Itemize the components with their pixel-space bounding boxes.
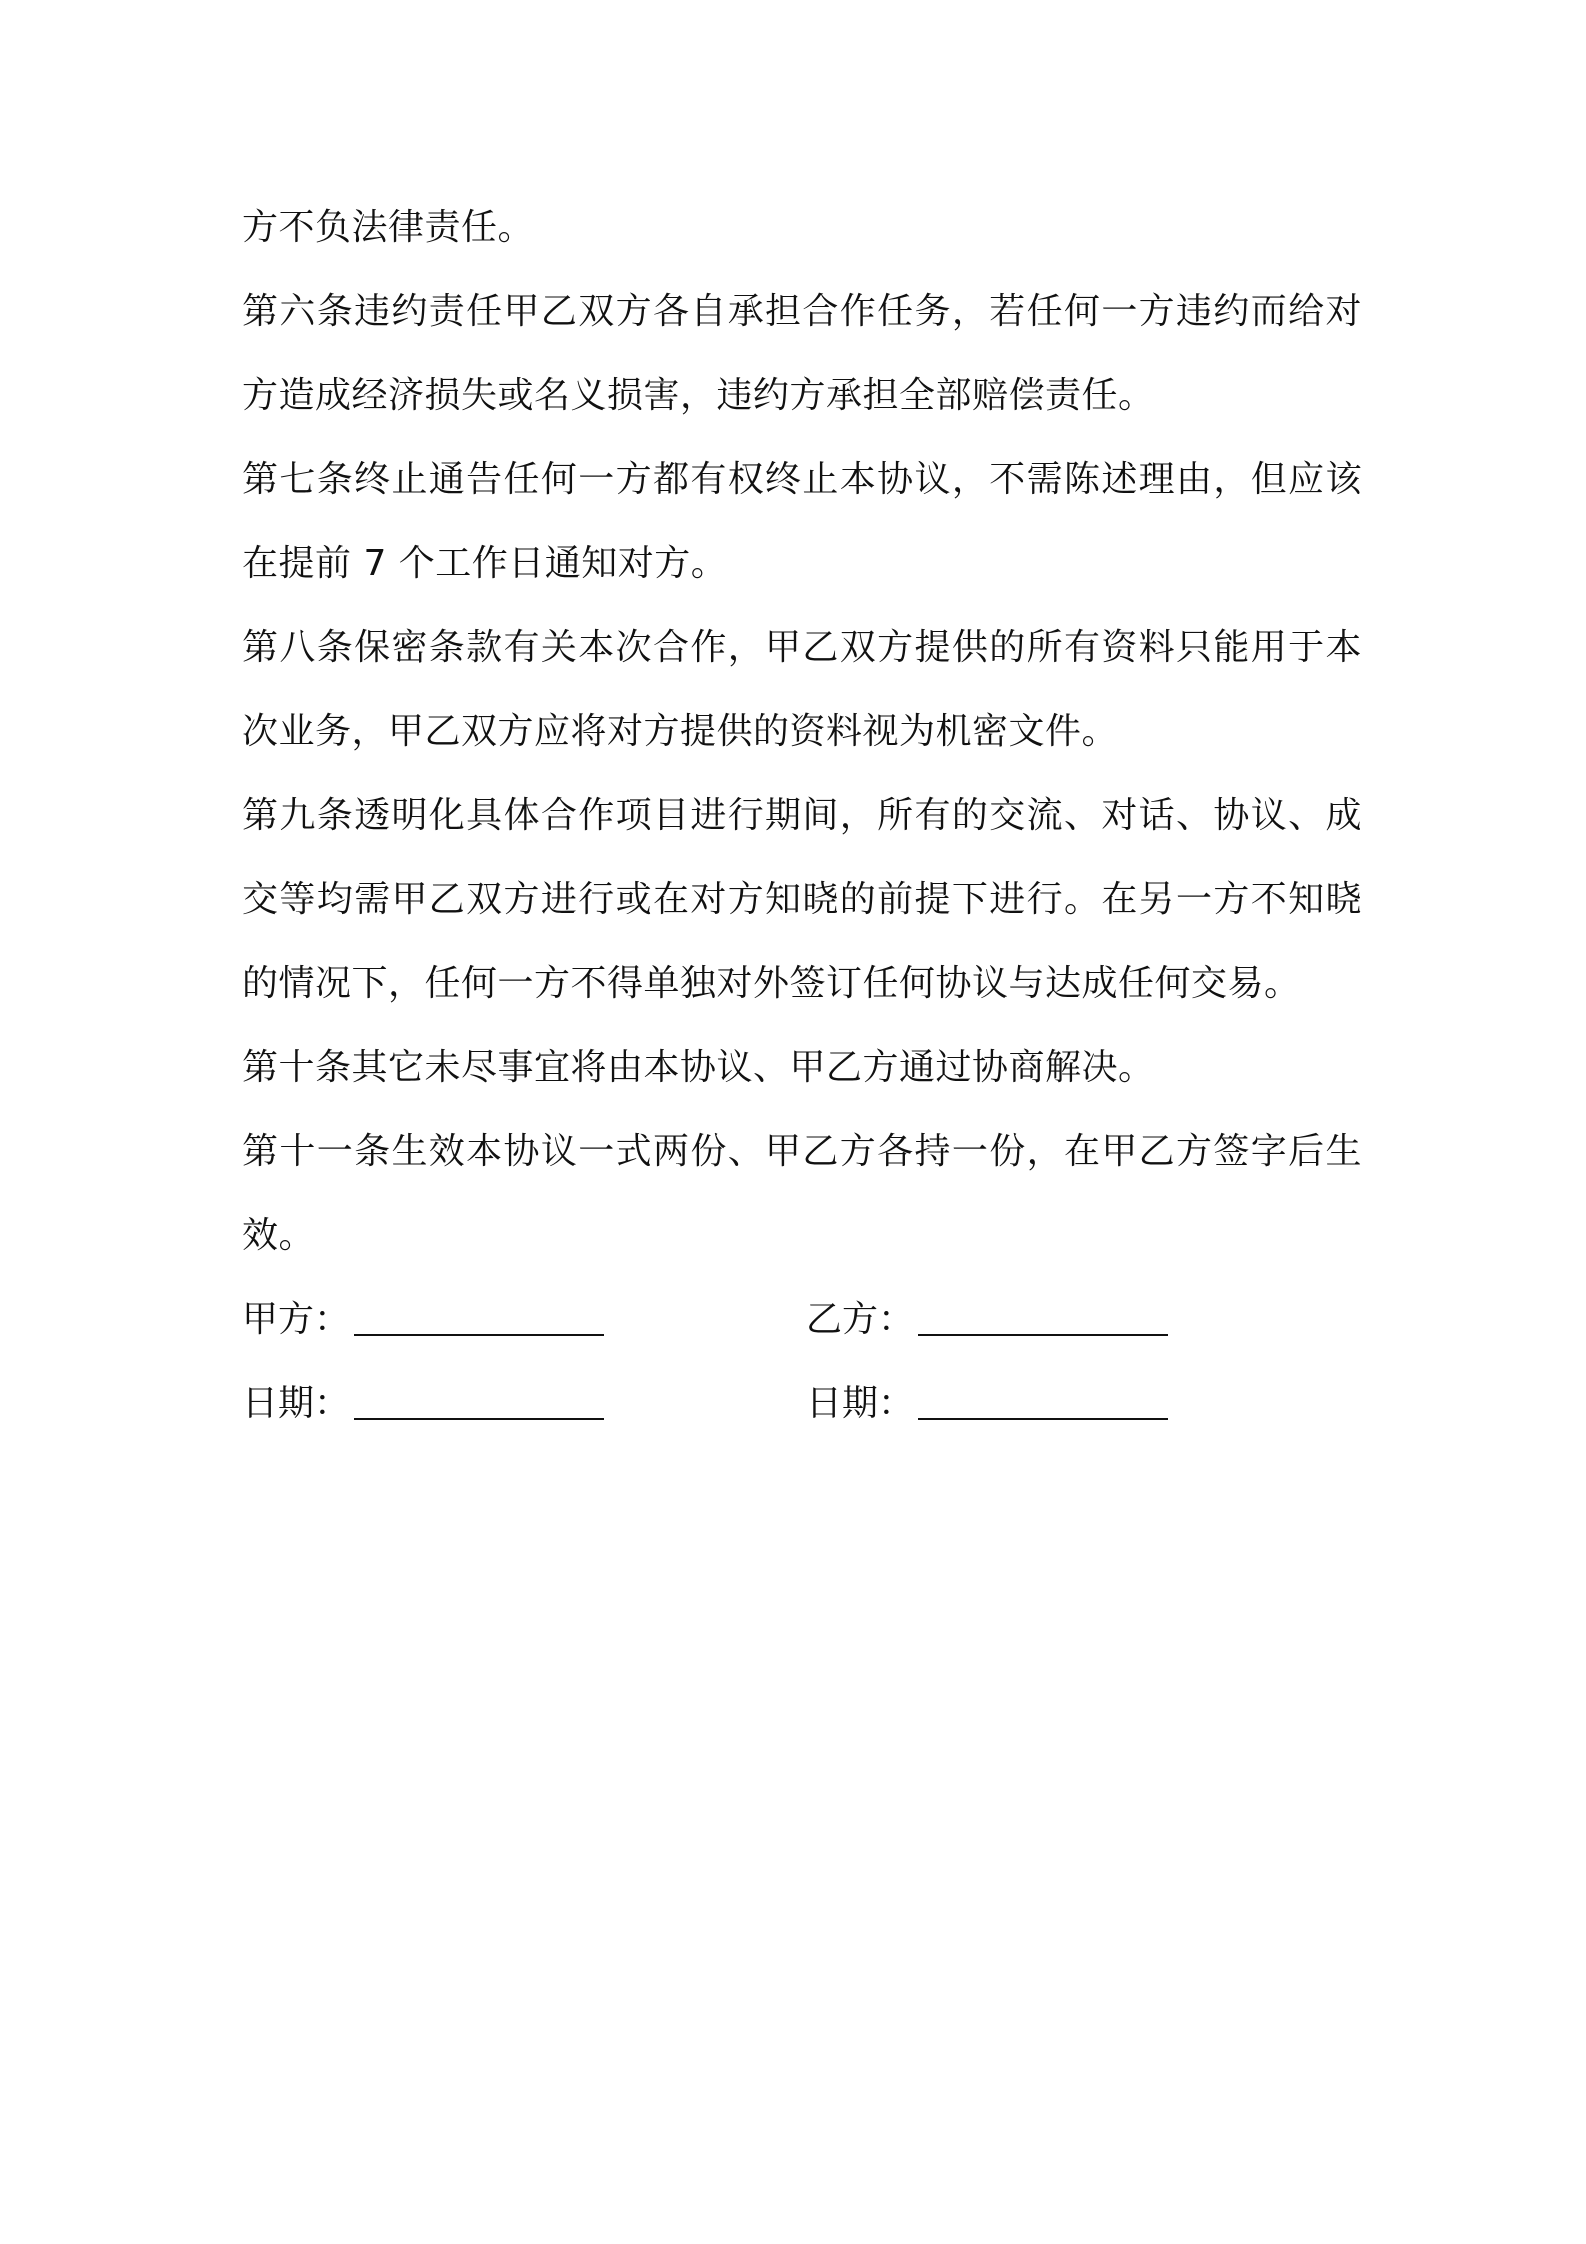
text-line: 在提前 7 个工作日通知对方。: [242, 543, 728, 584]
party-b-signature-blank: [918, 1290, 1168, 1336]
text-line: 第七条终止通告任何一方都有权终止本协议，不需陈述理由，但应该: [242, 459, 1362, 500]
party-a-signature-blank: [354, 1290, 604, 1336]
party-a-date-blank: [354, 1374, 604, 1420]
text-line: 第十条其它未尽事宜将由本协议、甲乙方通过协商解决。: [242, 1047, 1155, 1088]
text-line: 第九条透明化具体合作项目进行期间，所有的交流、对话、协议、成: [242, 795, 1362, 836]
text-line: 第十一条生效本协议一式两份、甲乙方各持一份，在甲乙方签字后生: [242, 1131, 1362, 1172]
text-line: 的情况下，任何一方不得单独对外签订任何协议与达成任何交易。: [242, 963, 1301, 1004]
party-b-label: 乙方：: [806, 1299, 915, 1340]
text-line: 第八条保密条款有关本次合作，甲乙双方提供的所有资料只能用于本: [242, 627, 1362, 668]
party-a-label: 甲方：: [242, 1299, 351, 1340]
text-line: 第六条违约责任甲乙双方各自承担合作任务，若任何一方违约而给对: [242, 291, 1362, 332]
text-line: 效。: [242, 1215, 316, 1256]
party-a-signature: [242, 1290, 604, 1350]
party-a-date-label: 日期：: [242, 1383, 351, 1424]
party-b-date-blank: [918, 1374, 1168, 1420]
party-b-date-label: 日期：: [806, 1383, 915, 1424]
text-line: 交等均需甲乙双方进行或在对方知晓的前提下进行。在另一方不知晓: [242, 879, 1362, 920]
text-line: 方造成经济损失或名义损害，违约方承担全部赔偿责任。: [242, 375, 1155, 416]
party-a-date: [242, 1374, 604, 1434]
text-line: 次业务，甲乙双方应将对方提供的资料视为机密文件。: [242, 711, 1119, 752]
text-line: 方不负法律责任。: [242, 207, 535, 248]
party-b-signature: [806, 1290, 1168, 1350]
party-b-date: [806, 1374, 1168, 1434]
